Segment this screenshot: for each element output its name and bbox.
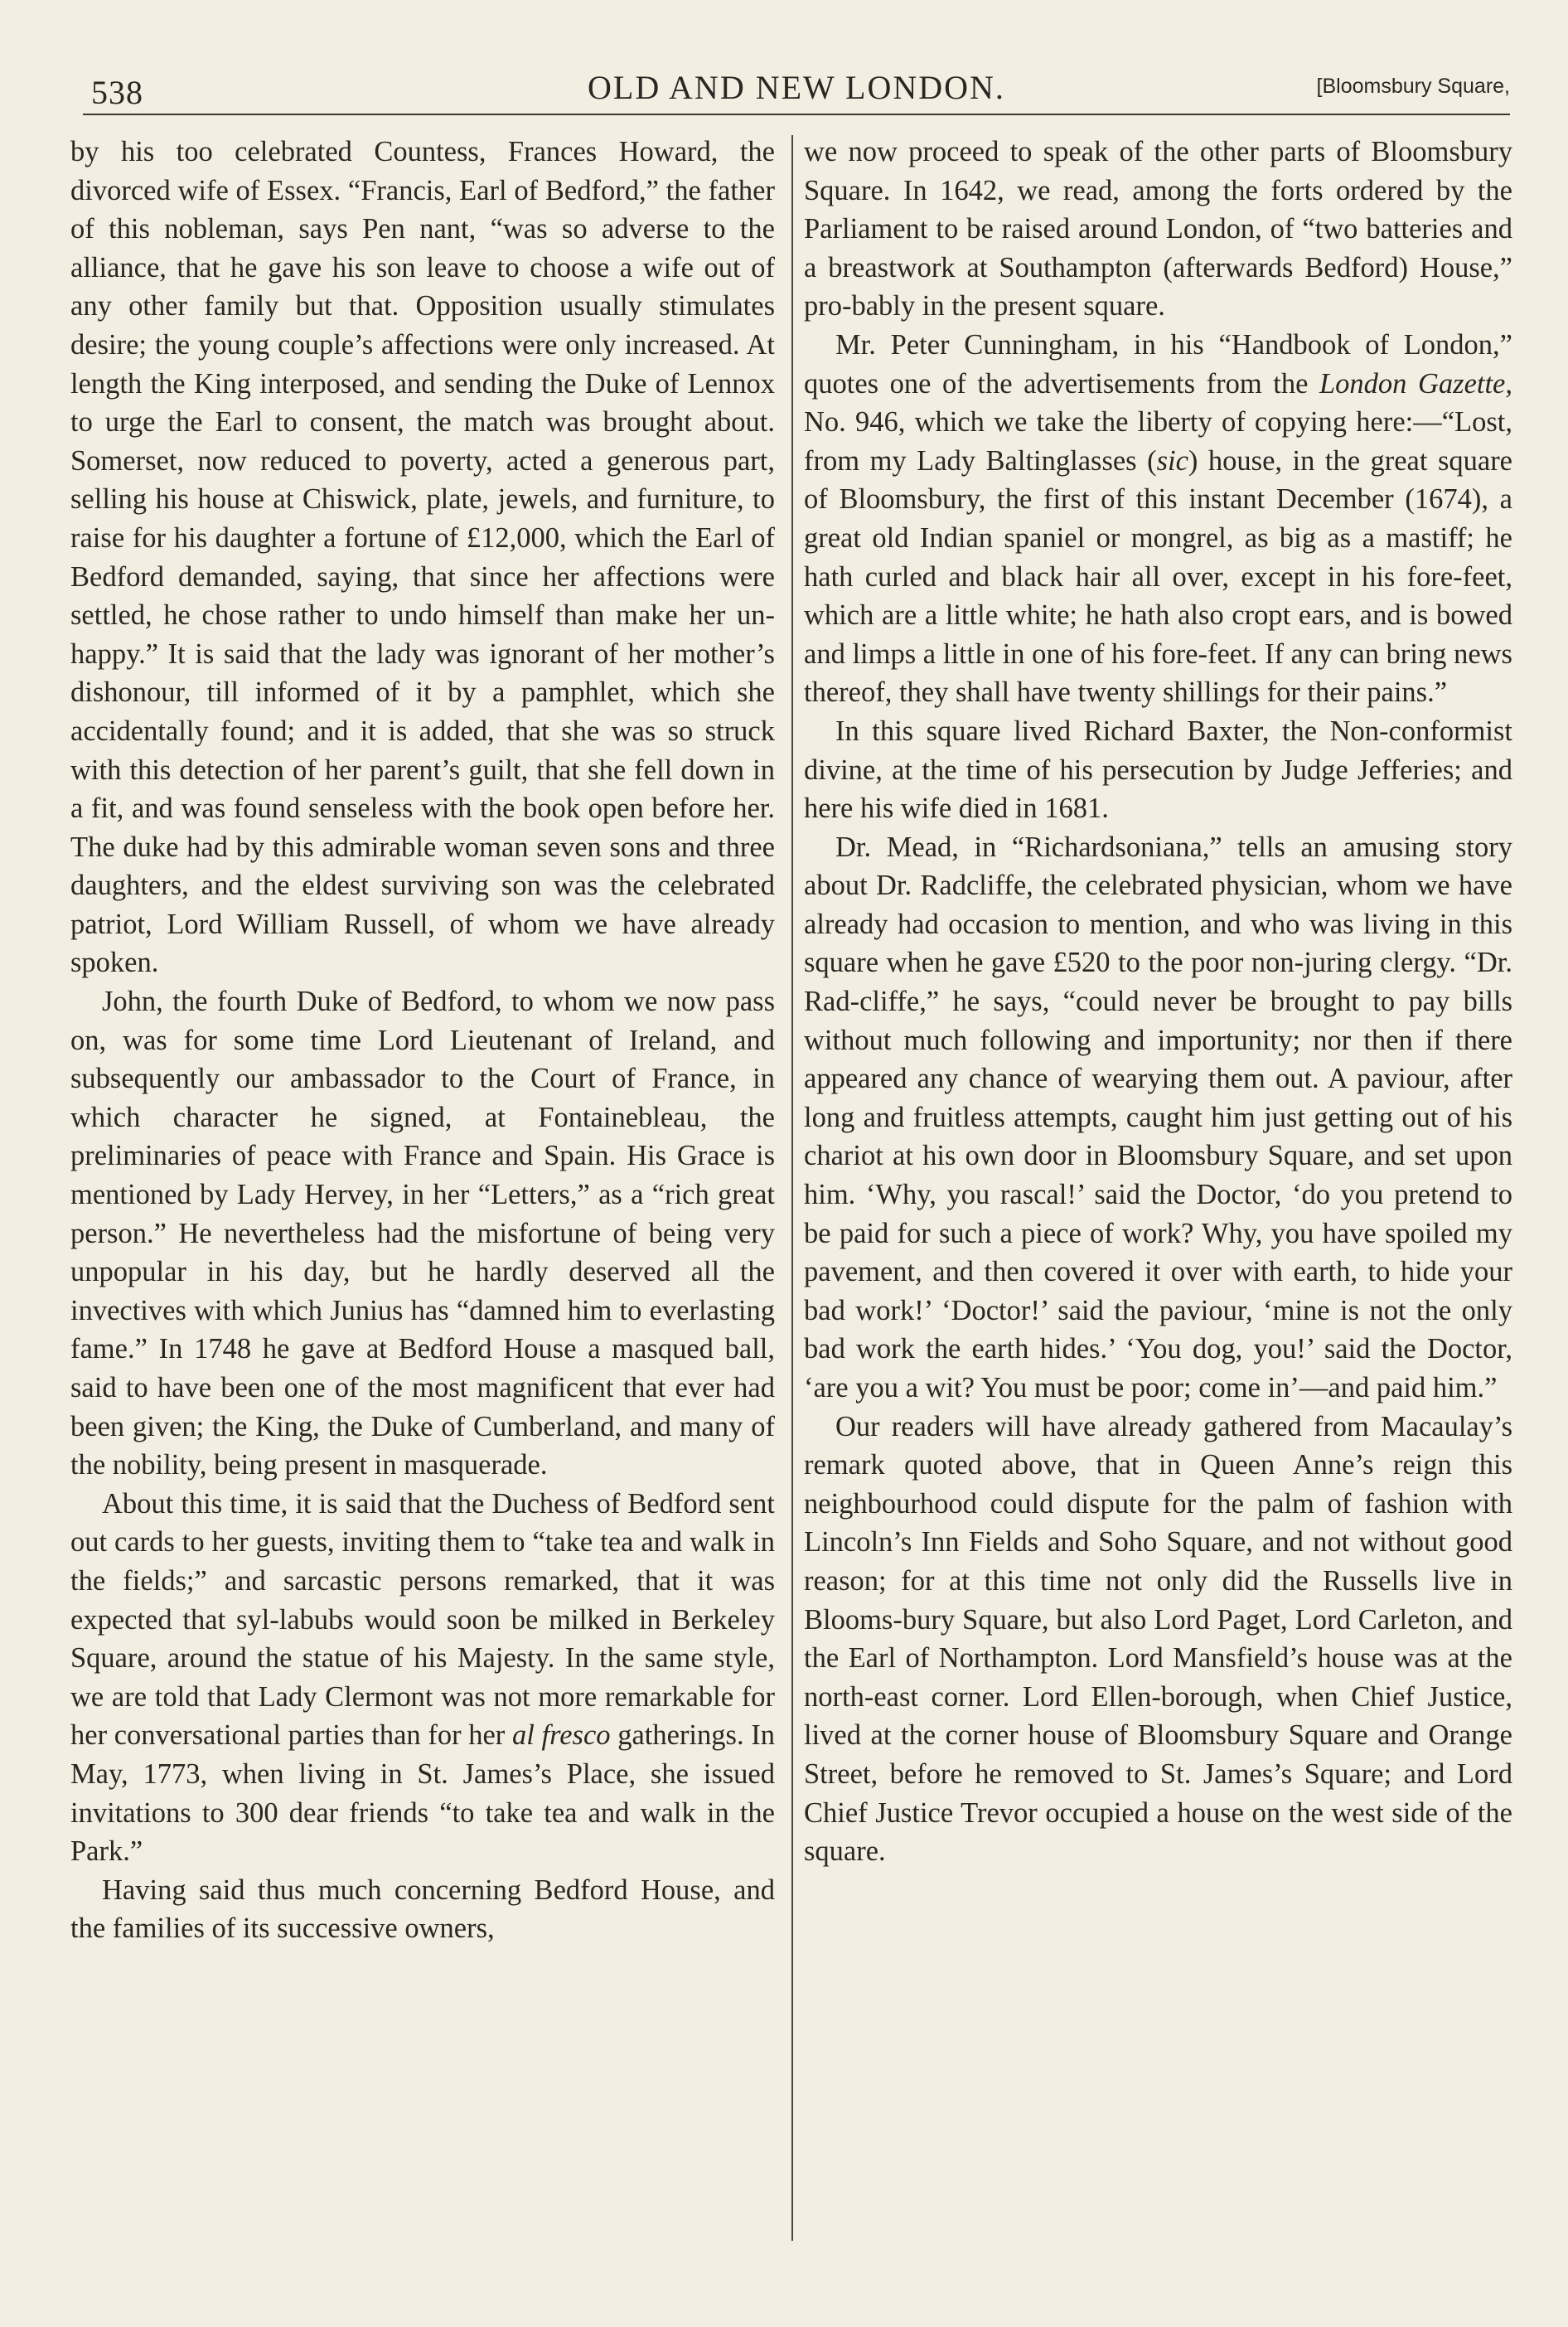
running-title: OLD AND NEW LONDON. <box>588 69 1005 106</box>
paragraph: Our readers will have already gathered from Macaulay’s remark quoted above, that in Queen Anne’s reign this neighbourhood could dispute for the palm of fashion with Lincoln’s Inn Fields and Soho Square, and not without good reason; for at this time not only did the Russells live in Blooms-bury Square, but also Lord Paget, Lord Carleton, and the Earl of Northampton. Lord Mansfield’s house was at the north-east corner. Lord Ellen-borough, when Chief Justice, lived at the corner house of Bloomsbury Square and Orange Street, before he removed to St. James’s Square; and Lord Chief Justice Trevor occupied a house on the west side of the square. <box>804 1410 1512 1868</box>
paragraph <box>804 326 1512 712</box>
paragraph: we now proceed to speak of the other parts of Bloomsbury Square. In 1642, we read, among the forts ordered by the Parliament to be raised around London, of “two batteries and a breastwork at Southampton (afterwards Bedford) House,” pro-bably in the present square. <box>804 136 1512 322</box>
section-tag: [Bloomsbury Square, <box>1316 75 1510 98</box>
text-run: About this time, it is said that the Duchess of Bedford sent out cards to her guests, inviting them to “take tea and walk in the fields;” and sarcastic persons remarked, that it was expected that syl-labubs would soon be milked in Berkeley Square, around the statue of his Majesty. In the same style, we are told that Lady Clermont was not more remarkable for her conversational parties than for her <box>70 1487 775 1752</box>
paragraph: Dr. Mead, in “Richardsoniana,” tells an amusing story about Dr. Radcliffe, the celebrated physician, whom we have already had occasion to mention, and who was living in this square when he gave £520 to the poor non-juring clergy. “Dr. Rad-cliffe,” he says, “could never be brought to pay bills without much following and importunity; nor then if there appeared any chance of wearying them out. A paviour, after long and fruitless attempts, caught him just getting out of his chariot at his own door in Bloomsbury Square, and set upon him. ‘Why, you rascal!’ said the Doctor, ‘do you pretend to be paid for such a piece of work? Why, you have spoiled my pavement, and then covered it over with earth, to hide your bad work!’ ‘Doctor!’ said the paviour, ‘mine is not the only bad work the earth hides.’ ‘You dog, you!’ said the Doctor, ‘are you a wit? You must be poor; come in’—and paid him.” <box>804 831 1512 1403</box>
header-rule <box>83 114 1510 115</box>
text-run: ) house, in the great square of Bloomsbury, the first of this instant December (1674), a great old Indian spaniel or mongrel, as big as a mastiff; he hath curled and black hair all over, except in his fore-feet, which are a little white; he hath also cropt ears, and is bowed and limps a little in one of his fore-feet. If any can bring news thereof, they shall have twenty shillings for their pains.” <box>804 444 1512 709</box>
right-column <box>804 133 1512 1871</box>
paragraph <box>70 1485 775 1871</box>
italic-text: al fresco <box>511 1719 611 1752</box>
text-run: Mr. Peter Cunningham, in his “Handbook of London,” quotes one of the advertisements from the <box>804 328 1512 400</box>
paragraph: by his too celebrated Countess, Frances Howard, the divorced wife of Essex. “Francis, Earl of Bedford,” the father of this nobleman, says Pen nant, “was so adverse to the alliance, that he gave his son leave to choose a wife out of any other family but that. Opposition usually stimulates desire; the young couple’s affections were only increased. At length the King interposed, and sending the Duke of Lennox to urge the Earl to consent, the match was brought about. Somerset, now reduced to poverty, acted a generous part, selling his house at Chiswick, plate, jewels, and furniture, to raise for his daughter a fortune of £12,000, which the Earl of Bedford demanded, saying, that since her affections were settled, he chose rather to undo himself than make her un-happy.” It is said that the lady was ignorant of her mother’s dishonour, till informed of it by a pamphlet, which she accidentally found; and it is added, that she was so struck with this detection of her parent’s guilt, that she fell down in a fit, and was found senseless with the book open before her. The duke had by this admirable woman seven sons and three daughters, and the eldest surviving son was the celebrated patriot, Lord William Russell, of whom we have already spoken. <box>70 136 775 979</box>
text-run: gatherings. In May, 1773, when living in St. James’s Place, she issued invitations to 300 dear friends “to take tea and walk in the Park.” <box>70 1719 775 1868</box>
paragraph: In this square lived Richard Baxter, the Non-conformist divine, at the time of his persecution by Judge Jefferies; and here his wife died in 1681. <box>804 715 1512 825</box>
paragraph: Having said thus much concerning Bedford House, and the families of its successive owners, <box>70 1874 775 1945</box>
italic-text: London Gazette, <box>1319 367 1512 400</box>
column-divider <box>791 135 793 2241</box>
italic-text: sic <box>1156 444 1188 477</box>
page-header <box>83 58 1510 116</box>
paragraph: John, the fourth Duke of Bedford, to whom we now pass on, was for some time Lord Lieutenant of Ireland, and subsequently our ambassador to the Court of France, in which character he signed, at Fontainebleau, the preliminaries of peace with France and Spain. His Grace is mentioned by Lady Hervey, in her “Letters,” as a “rich great person.” He nevertheless had the misfortune of being very unpopular in his day, but he hardly deserved all the invectives with which Junius has “damned him to everlasting fame.” In 1748 he gave at Bedford House a masqued ball, said to have been one of the most magnificent that ever had been given; the King, the Duke of Cumberland, and many of the nobility, being present in masquerade. <box>70 986 775 1481</box>
left-column <box>70 133 775 1948</box>
text-run: No. 946, which we take the liberty of copying here:—“Lost, from my Lady Baltinglasses ( <box>804 406 1512 477</box>
page-number: 538 <box>91 74 143 111</box>
